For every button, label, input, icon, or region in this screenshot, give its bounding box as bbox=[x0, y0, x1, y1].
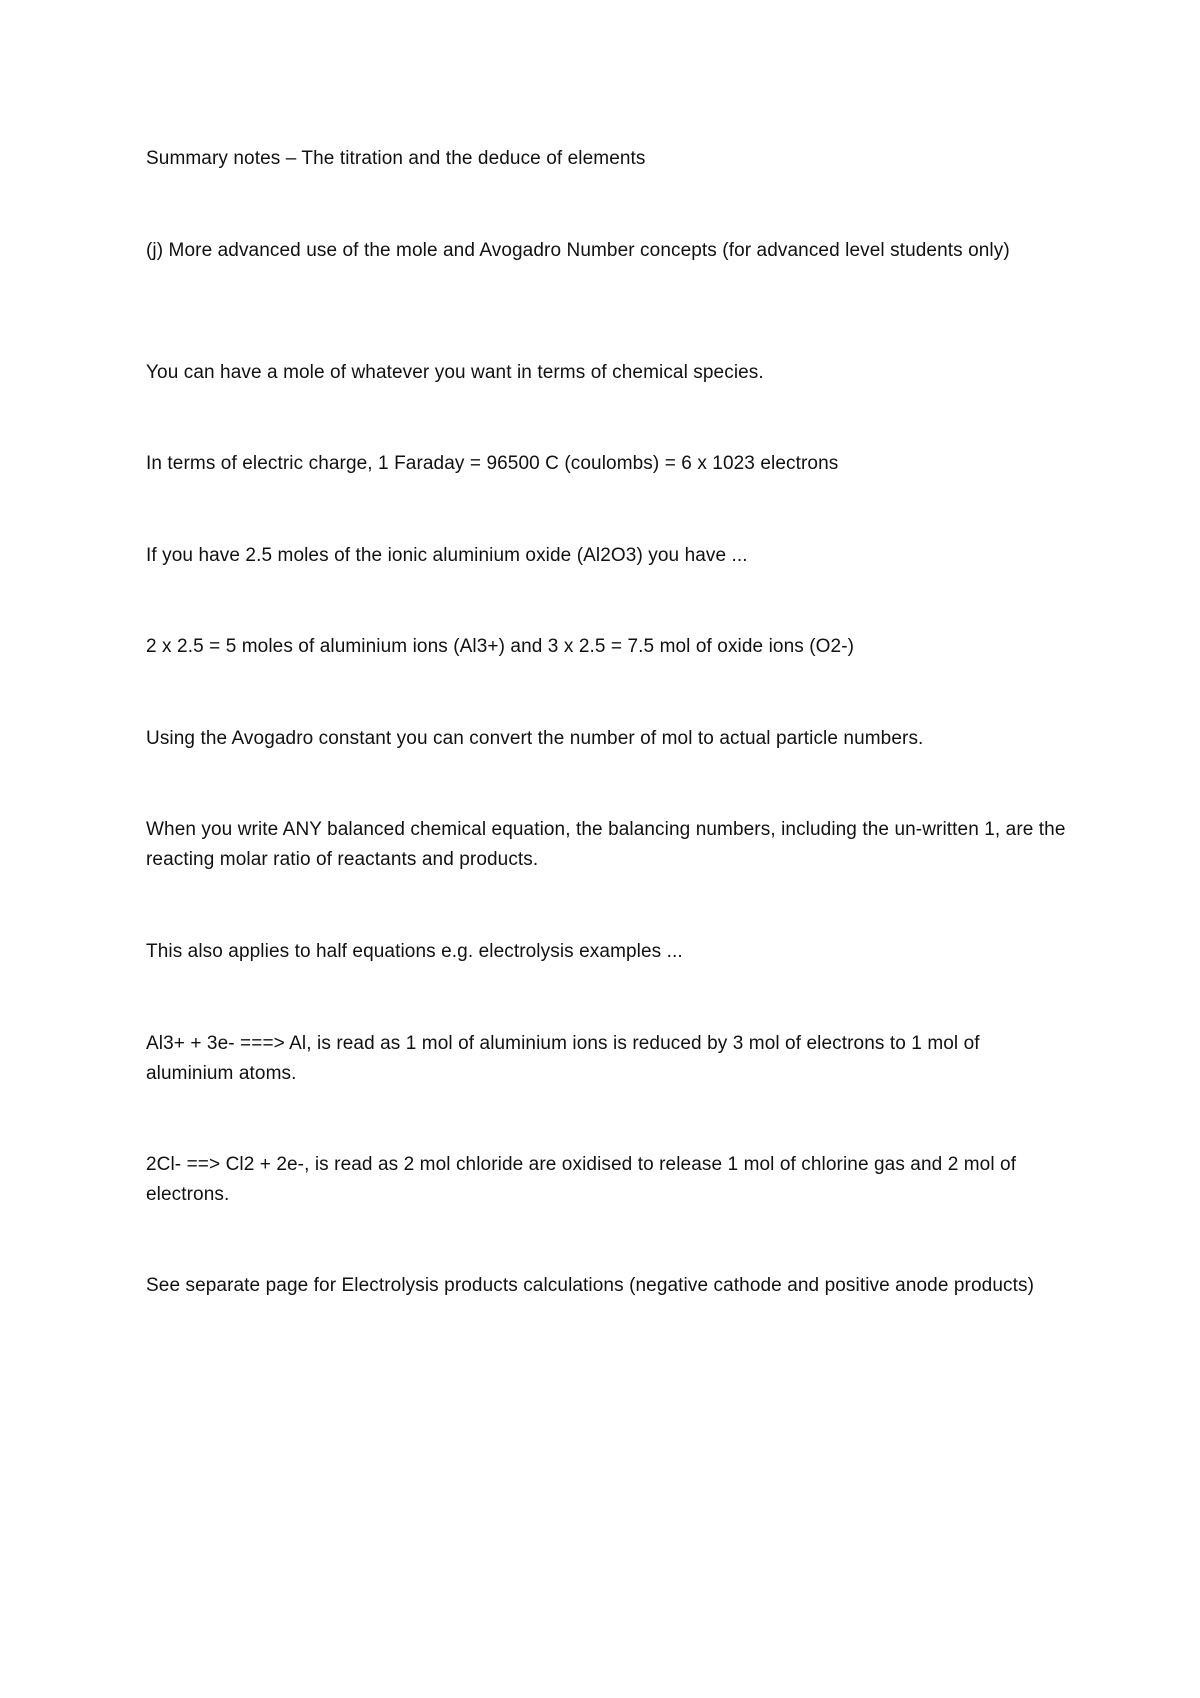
paragraph-see-separate-page: See separate page for Electrolysis products calculations (negative cathode and positive anode products) bbox=[146, 1275, 1034, 1296]
paragraph-faraday: In terms of electric charge, 1 Faraday = 96500 C (coulombs) = 6 x 1023 electrons bbox=[146, 453, 839, 474]
paragraph-ion-calculation: 2 x 2.5 = 5 moles of aluminium ions (Al3+) and 3 x 2.5 = 7.5 mol of oxide ions (O2-) bbox=[146, 636, 855, 657]
paragraph-chloride-oxidation: 2Cl- ==> Cl2 + 2e-, is read as 2 mol chloride are oxidised to release 1 mol of chlorine gas and 2 mol of electrons. bbox=[146, 1154, 1017, 1205]
paragraph-aluminium-reduction: Al3+ + 3e- ===> Al, is read as 1 mol of aluminium ions is reduced by 3 mol of electrons to 1 mol of aluminium atoms. bbox=[146, 1033, 980, 1084]
paragraph-aluminium-oxide: If you have 2.5 moles of the ionic aluminium oxide (Al2O3) you have ... bbox=[146, 545, 748, 566]
paragraph-half-equations: This also applies to half equations e.g. electrolysis examples ... bbox=[146, 941, 683, 962]
section-heading: (j) More advanced use of the mole and Avogadro Number concepts (for advanced level students only) bbox=[146, 240, 1010, 261]
paragraph-balanced-equation: When you write ANY balanced chemical equation, the balancing numbers, including the un-written 1, are the reacting molar ratio of reactants and products. bbox=[146, 819, 1066, 870]
paragraph-avogadro-constant: Using the Avogadro constant you can convert the number of mol to actual particle numbers. bbox=[146, 728, 924, 749]
paragraph-mole-definition: You can have a mole of whatever you want in terms of chemical species. bbox=[146, 362, 764, 383]
document-title: Summary notes – The titration and the deduce of elements bbox=[146, 148, 646, 169]
